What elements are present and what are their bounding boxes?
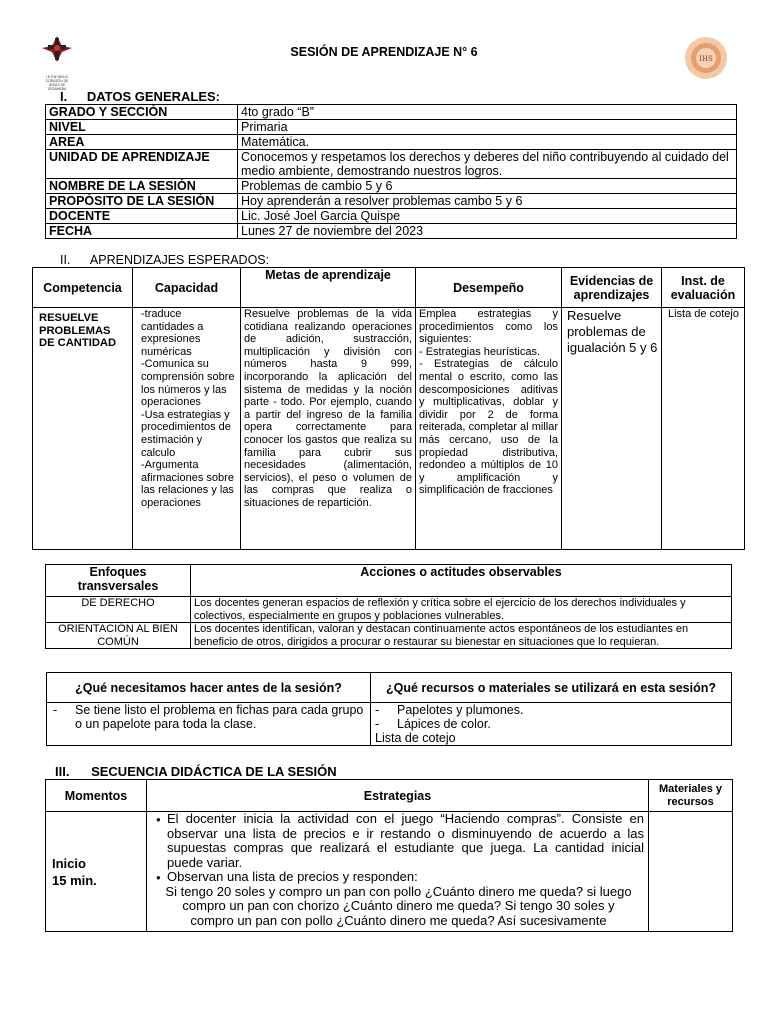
table-row bbox=[46, 194, 737, 209]
enfoque-name: ORIENTACIÓN AL BIEN COMÚN bbox=[46, 623, 191, 649]
row-value: Hoy aprenderán a resolver problemas cambo 5 y 6 bbox=[238, 194, 737, 209]
header-materiales: Materiales y recursos bbox=[649, 780, 733, 812]
recursos-cell bbox=[371, 703, 732, 746]
header-antes: ¿Qué necesitamos hacer antes de la sesión? bbox=[47, 673, 371, 703]
dash-marker: - bbox=[375, 703, 380, 717]
table-row bbox=[46, 209, 737, 224]
row-label: DOCENTE bbox=[46, 209, 238, 224]
table-row bbox=[46, 150, 737, 179]
seal-sun-icon bbox=[684, 36, 728, 80]
header-instrumento: Inst. de evaluación bbox=[662, 268, 745, 308]
section-2-heading bbox=[60, 253, 269, 267]
header-recursos: ¿Qué recursos o materiales se utilizará en esta sesión? bbox=[371, 673, 732, 703]
seal-logo bbox=[684, 36, 728, 80]
row-value: Matemática. bbox=[238, 135, 737, 150]
capacidad-cell: -traduce cantidades a expresiones numéricas -Comunica su comprensión sobre los números y las operaciones -Usa estrategias y procedimientos de estimación y calculo -Argumenta afirmaciones sobre las relaciones y las operaciones bbox=[133, 308, 241, 550]
header-metas: Metas de aprendizaje bbox=[241, 268, 416, 308]
header-capacidad: Capacidad bbox=[133, 268, 241, 308]
materials-cell bbox=[649, 812, 733, 932]
recurso-item: Lápices de color. bbox=[397, 717, 491, 731]
enfoque-text: Los docentes identifican, valoran y destacan continuamente actos espontáneos de los estudiantes en beneficio de otros, dirigidos a procurar o restaurar su bienestar en situaciones que lo requieran. bbox=[191, 623, 732, 649]
table-row bbox=[46, 224, 737, 239]
learning-table bbox=[32, 267, 745, 550]
sequence-inicio-row bbox=[46, 812, 733, 932]
school-logo-text: I.E.P.Nº 80043 CORAZÓN DE JESÚS DE JEGAMEBA bbox=[45, 75, 69, 91]
strategy-bullet: ● El docenter inicia la actividad con el juego “Haciendo compras”. Consiste en observar una lista de precios e ir restando o disminuyendo de acuerdo a las supuestas compras que realizará el estudiante que juega. La cantidad inicial puede variar. bbox=[167, 812, 644, 870]
prep-body-row bbox=[47, 703, 732, 746]
section-3-title: SECUENCIA DIDÁCTICA DE LA SESIÓN bbox=[91, 764, 337, 779]
row-label: PROPÓSITO DE LA SESIÓN bbox=[46, 194, 238, 209]
row-label: NIVEL bbox=[46, 120, 238, 135]
general-data-table bbox=[45, 104, 737, 239]
school-logo bbox=[40, 34, 74, 91]
row-value: 4to grado “B” bbox=[238, 105, 737, 120]
prep-header-row bbox=[47, 673, 732, 703]
page-title: SESIÓN DE APRENDIZAJE N° 6 bbox=[290, 45, 478, 59]
table-row bbox=[46, 105, 737, 120]
row-label: NOMBRE DE LA SESIÓN bbox=[46, 179, 238, 194]
strategy-question: Si tengo 20 soles y compro un pan con pollo ¿Cuánto dinero me queda? si luego compro un pan con chorizo ¿Cuánto dinero me queda? Si tengo 30 soles y compro un pan con pollo ¿Cuánto dinero me queda? Así sucesivamente bbox=[165, 883, 632, 928]
enfoque-text: Los docentes generan espacios de reflexión y crítica sobre el ejercicio de los derechos individuales y colectivos, especialmente en grupos y poblaciones vulnerables. bbox=[191, 597, 732, 623]
recurso-extra: Lista de cotejo bbox=[375, 731, 456, 745]
section-1-heading bbox=[60, 89, 220, 104]
evidencias-cell: Resuelve problemas de igualación 5 y 6 bbox=[562, 308, 662, 550]
section-1-number: I. bbox=[60, 89, 68, 104]
section-2-number: II. bbox=[60, 253, 71, 267]
svg-text:IHS: IHS bbox=[699, 55, 713, 63]
instrumento-cell: Lista de cotejo bbox=[662, 308, 745, 550]
enfoque-name: DE DERECHO bbox=[46, 597, 191, 623]
row-label: GRADO Y SECCIÓN bbox=[46, 105, 238, 120]
row-value: Primaria bbox=[238, 120, 737, 135]
preparation-table bbox=[46, 672, 732, 746]
table-row bbox=[46, 179, 737, 194]
strategies-cell bbox=[147, 812, 649, 932]
table-row bbox=[46, 597, 732, 623]
header-desempeno: Desempeño bbox=[416, 268, 562, 308]
inicio-time: 15 min. bbox=[52, 872, 97, 888]
header-competencia: Competencia bbox=[33, 268, 133, 308]
table-row bbox=[46, 623, 732, 649]
learning-header-row bbox=[33, 268, 745, 308]
antes-cell bbox=[47, 703, 371, 746]
dash-marker: - bbox=[375, 717, 380, 731]
section-3-heading bbox=[55, 764, 337, 779]
section-3-number: III. bbox=[55, 764, 70, 779]
metas-cell: Resuelve problemas de la vida cotidiana realizando operaciones de adición, sustracción, multiplicación y división con números hasta 9 999, incorporando la aplicación del sistema de medidas y la noción parte - todo. Por ejemplo, cuando a partir del ingreso de la familia opera correctamente para conocer los gastos que realiza su familia para cubrir sus necesidades (alimentación, servicios), el peso o volumen de las compras que realiza o situaciones de repartición. bbox=[241, 308, 416, 550]
enfoques-header-row bbox=[46, 565, 732, 597]
antes-text: Se tiene listo el problema en fichas para cada grupo o un papelote para toda la clase. bbox=[75, 703, 364, 731]
enfoques-table bbox=[45, 564, 732, 649]
recurso-item: Papelotes y plumones. bbox=[397, 703, 524, 717]
section-1-title: DATOS GENERALES: bbox=[86, 89, 221, 104]
header-momentos: Momentos bbox=[46, 780, 147, 812]
header-evidencias: Evidencias de aprendizajes bbox=[562, 268, 662, 308]
header-acciones: Acciones o actitudes observables bbox=[191, 565, 732, 597]
desempeno-cell: Emplea estrategias y procedimientos como los siguientes: - Estrategias heurísticas. - Estrategias de cálculo mental o escrito, como las descomposiciones aditivas y multiplicativas, doblar y dividir por 2 de forma reiterada, completar al millar más cercano, uso de la propiedad distributiva, redondeo a múltiplos de 10 y amplificación y simplificación de fracciones bbox=[416, 308, 562, 550]
dash-marker: - bbox=[53, 703, 58, 717]
competencia-cell: RESUELVE PROBLEMAS DE CANTIDAD bbox=[33, 308, 133, 550]
inicio-cell bbox=[46, 812, 147, 932]
row-label: FECHA bbox=[46, 224, 238, 239]
row-value: Problemas de cambio 5 y 6 bbox=[238, 179, 737, 194]
row-label: AREA bbox=[46, 135, 238, 150]
row-value: Lunes 27 de noviembre del 2023 bbox=[238, 224, 737, 239]
header-enfoques: Enfoques transversales bbox=[46, 565, 191, 597]
sequence-header-row bbox=[46, 780, 733, 812]
strategy-bullet: ● Observan una lista de precios y responden: bbox=[167, 870, 644, 885]
table-row bbox=[46, 120, 737, 135]
section-2-title: APRENDIZAJES ESPERADOS: bbox=[89, 253, 270, 267]
table-row bbox=[46, 135, 737, 150]
inicio-label: Inicio bbox=[52, 855, 86, 871]
header-estrategias: Estrategias bbox=[147, 780, 649, 812]
row-label: UNIDAD DE APRENDIZAJE bbox=[46, 150, 238, 179]
row-value: Lic. José Joel Garcia Quispe bbox=[238, 209, 737, 224]
row-value: Conocemos y respetamos los derechos y deberes del niño contribuyendo al cuidado del medio ambiente, demostrando nuestros logros. bbox=[238, 150, 737, 179]
sequence-table bbox=[45, 779, 733, 932]
learning-body-row bbox=[33, 308, 745, 550]
